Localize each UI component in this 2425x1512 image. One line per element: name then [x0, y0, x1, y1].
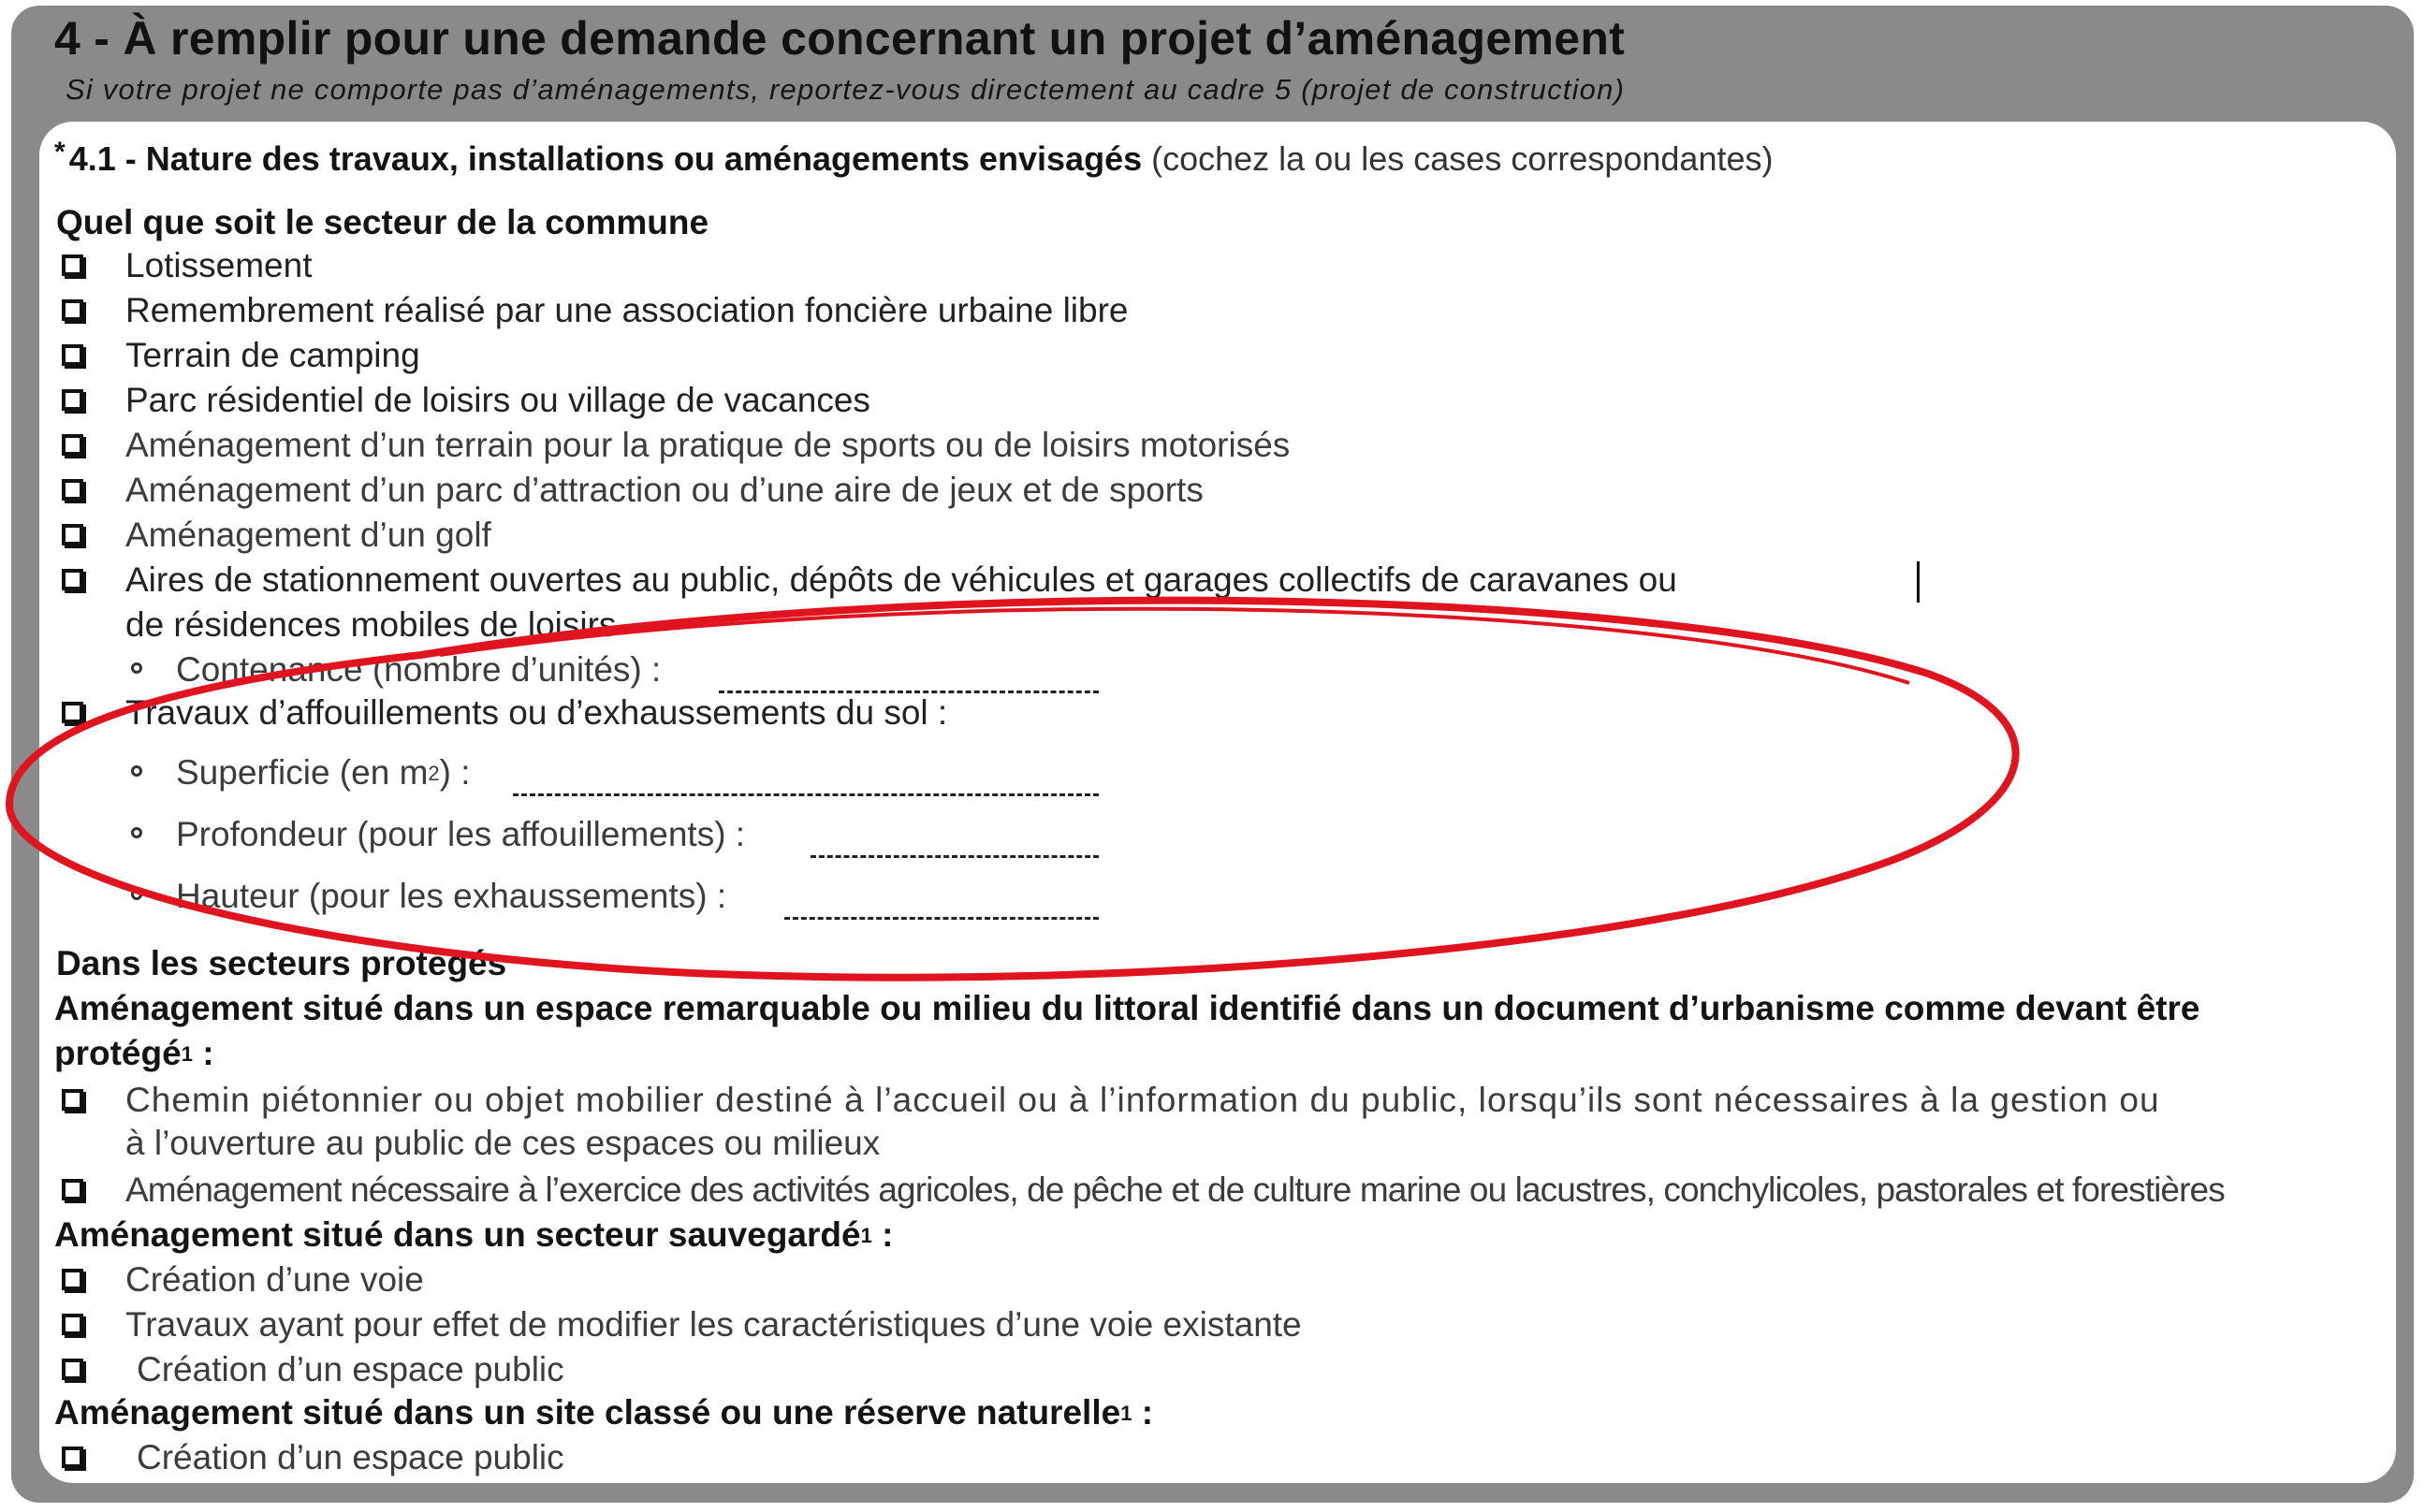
subgroup-heading-site-classe: Aménagement situé dans un site classé ou une réserve naturelle$^1$ : — [54, 1393, 1154, 1432]
hauteur-label: Hauteur (pour les exhaussements) : — [176, 877, 727, 915]
profondeur-label: Profondeur (pour les affouillements) : — [176, 815, 746, 853]
subsection-title — [54, 138, 1773, 182]
section-header-subtitle: Si votre projet ne comporte pas d’aménagements, reportez-vous directement au cadre 5 (projet de construction) — [66, 73, 1626, 106]
option-label: Travaux d’affouillements ou d’exhaussements du sol : — [125, 693, 948, 732]
checkbox-golf[interactable] — [62, 524, 83, 545]
superficie-label: Superficie (en $m^2$) : — [176, 753, 471, 792]
option-label: Création d’un espace public — [137, 1438, 564, 1476]
option-label: Création d’une voie — [125, 1260, 424, 1299]
option-label: Remembrement réalisé par une association foncière urbaine libre — [125, 291, 1129, 329]
checkbox-modifier-voie[interactable] — [62, 1314, 83, 1335]
option-label: Aménagement nécessaire à l’exercice des activités agricoles, de pêche et de culture marine ou lacustres, conchylicoles, pastorales et forestières — [125, 1170, 2225, 1209]
checkbox-activites-agricoles[interactable] — [62, 1179, 83, 1200]
option-label: Aménagement d’un golf — [125, 516, 491, 554]
checkbox-chemin-pietonnier[interactable] — [62, 1089, 83, 1111]
bullet-icon — [131, 889, 142, 900]
option-label: Chemin piétonnier ou objet mobilier destiné à l’accueil ou à l’information du public, lorsqu’ils sont nécessaires à la gestion ou — [125, 1081, 2160, 1119]
text-cursor — [1917, 561, 1920, 603]
checkbox-parc-residentiel[interactable] — [62, 389, 83, 411]
checkbox-espace-public-1[interactable] — [62, 1359, 83, 1380]
checkbox-sports-motorises[interactable] — [62, 434, 83, 456]
subsection-title-main: 4.1 - Nature des travaux, installations ou aménagements envisagés — [68, 139, 1143, 178]
subsection-title-hint: (cochez la ou les cases correspondantes) — [1142, 139, 1774, 178]
bullet-icon — [131, 765, 142, 777]
checkbox-creation-voie[interactable] — [62, 1269, 83, 1290]
option-label: Aménagement d’un parc d’attraction ou d’une aire de jeux et de sports — [125, 471, 1204, 509]
profondeur-input[interactable] — [811, 855, 1099, 858]
option-label: Lotissement — [125, 246, 313, 284]
checkbox-lotissement[interactable] — [62, 254, 83, 276]
option-label: Aires de stationnement ouvertes au public, dépôts de véhicules et garages collectifs de caravanes ou — [125, 560, 1677, 599]
option-label: Terrain de camping — [125, 336, 420, 374]
required-star: * — [54, 137, 66, 167]
contenance-label: Contenance (nombre d’unités) : — [176, 650, 662, 689]
superficie-input[interactable] — [513, 793, 1099, 796]
checkbox-aires-stationnement[interactable] — [62, 569, 83, 590]
group-heading-protected-sectors: Dans les secteurs protégés — [56, 944, 507, 982]
option-label-continued: à l’ouverture au public de ces espaces ou milieux — [125, 1124, 881, 1162]
checkbox-camping[interactable] — [62, 344, 83, 366]
option-label: Travaux ayant pour effet de modifier les caractéristiques d’une voie existante — [125, 1305, 1302, 1344]
bullet-icon — [131, 662, 142, 674]
subgroup-heading-littoral-cont: protégé$^1$ : — [54, 1034, 214, 1072]
option-label: Parc résidentiel de loisirs ou village de vacances — [125, 381, 870, 419]
option-label: Création d’un espace public — [137, 1350, 564, 1388]
section-header-title: 4 - À remplir pour une demande concernant un projet d’aménagement — [54, 12, 1626, 65]
checkbox-remembrement[interactable] — [62, 299, 83, 321]
option-label-continued: de résidences mobiles de loisirs — [125, 605, 617, 644]
option-label: Aménagement d’un terrain pour la pratique de sports ou de loisirs motorisés — [125, 426, 1291, 464]
hauteur-input[interactable] — [784, 917, 1099, 920]
subgroup-heading-secteur-sauvegarde: Aménagement situé dans un secteur sauvegardé$^1$ : — [54, 1215, 894, 1254]
bullet-icon — [131, 827, 142, 838]
subgroup-heading-littoral: Aménagement situé dans un espace remarquable ou milieu du littoral identifié dans un document d’urbanisme comme devant être — [54, 989, 2200, 1027]
checkbox-espace-public-2[interactable] — [62, 1447, 83, 1468]
checkbox-parc-attraction[interactable] — [62, 479, 83, 501]
group-heading-all-sectors: Quel que soit le secteur de la commune — [56, 203, 709, 241]
checkbox-affouillements[interactable] — [62, 702, 83, 723]
